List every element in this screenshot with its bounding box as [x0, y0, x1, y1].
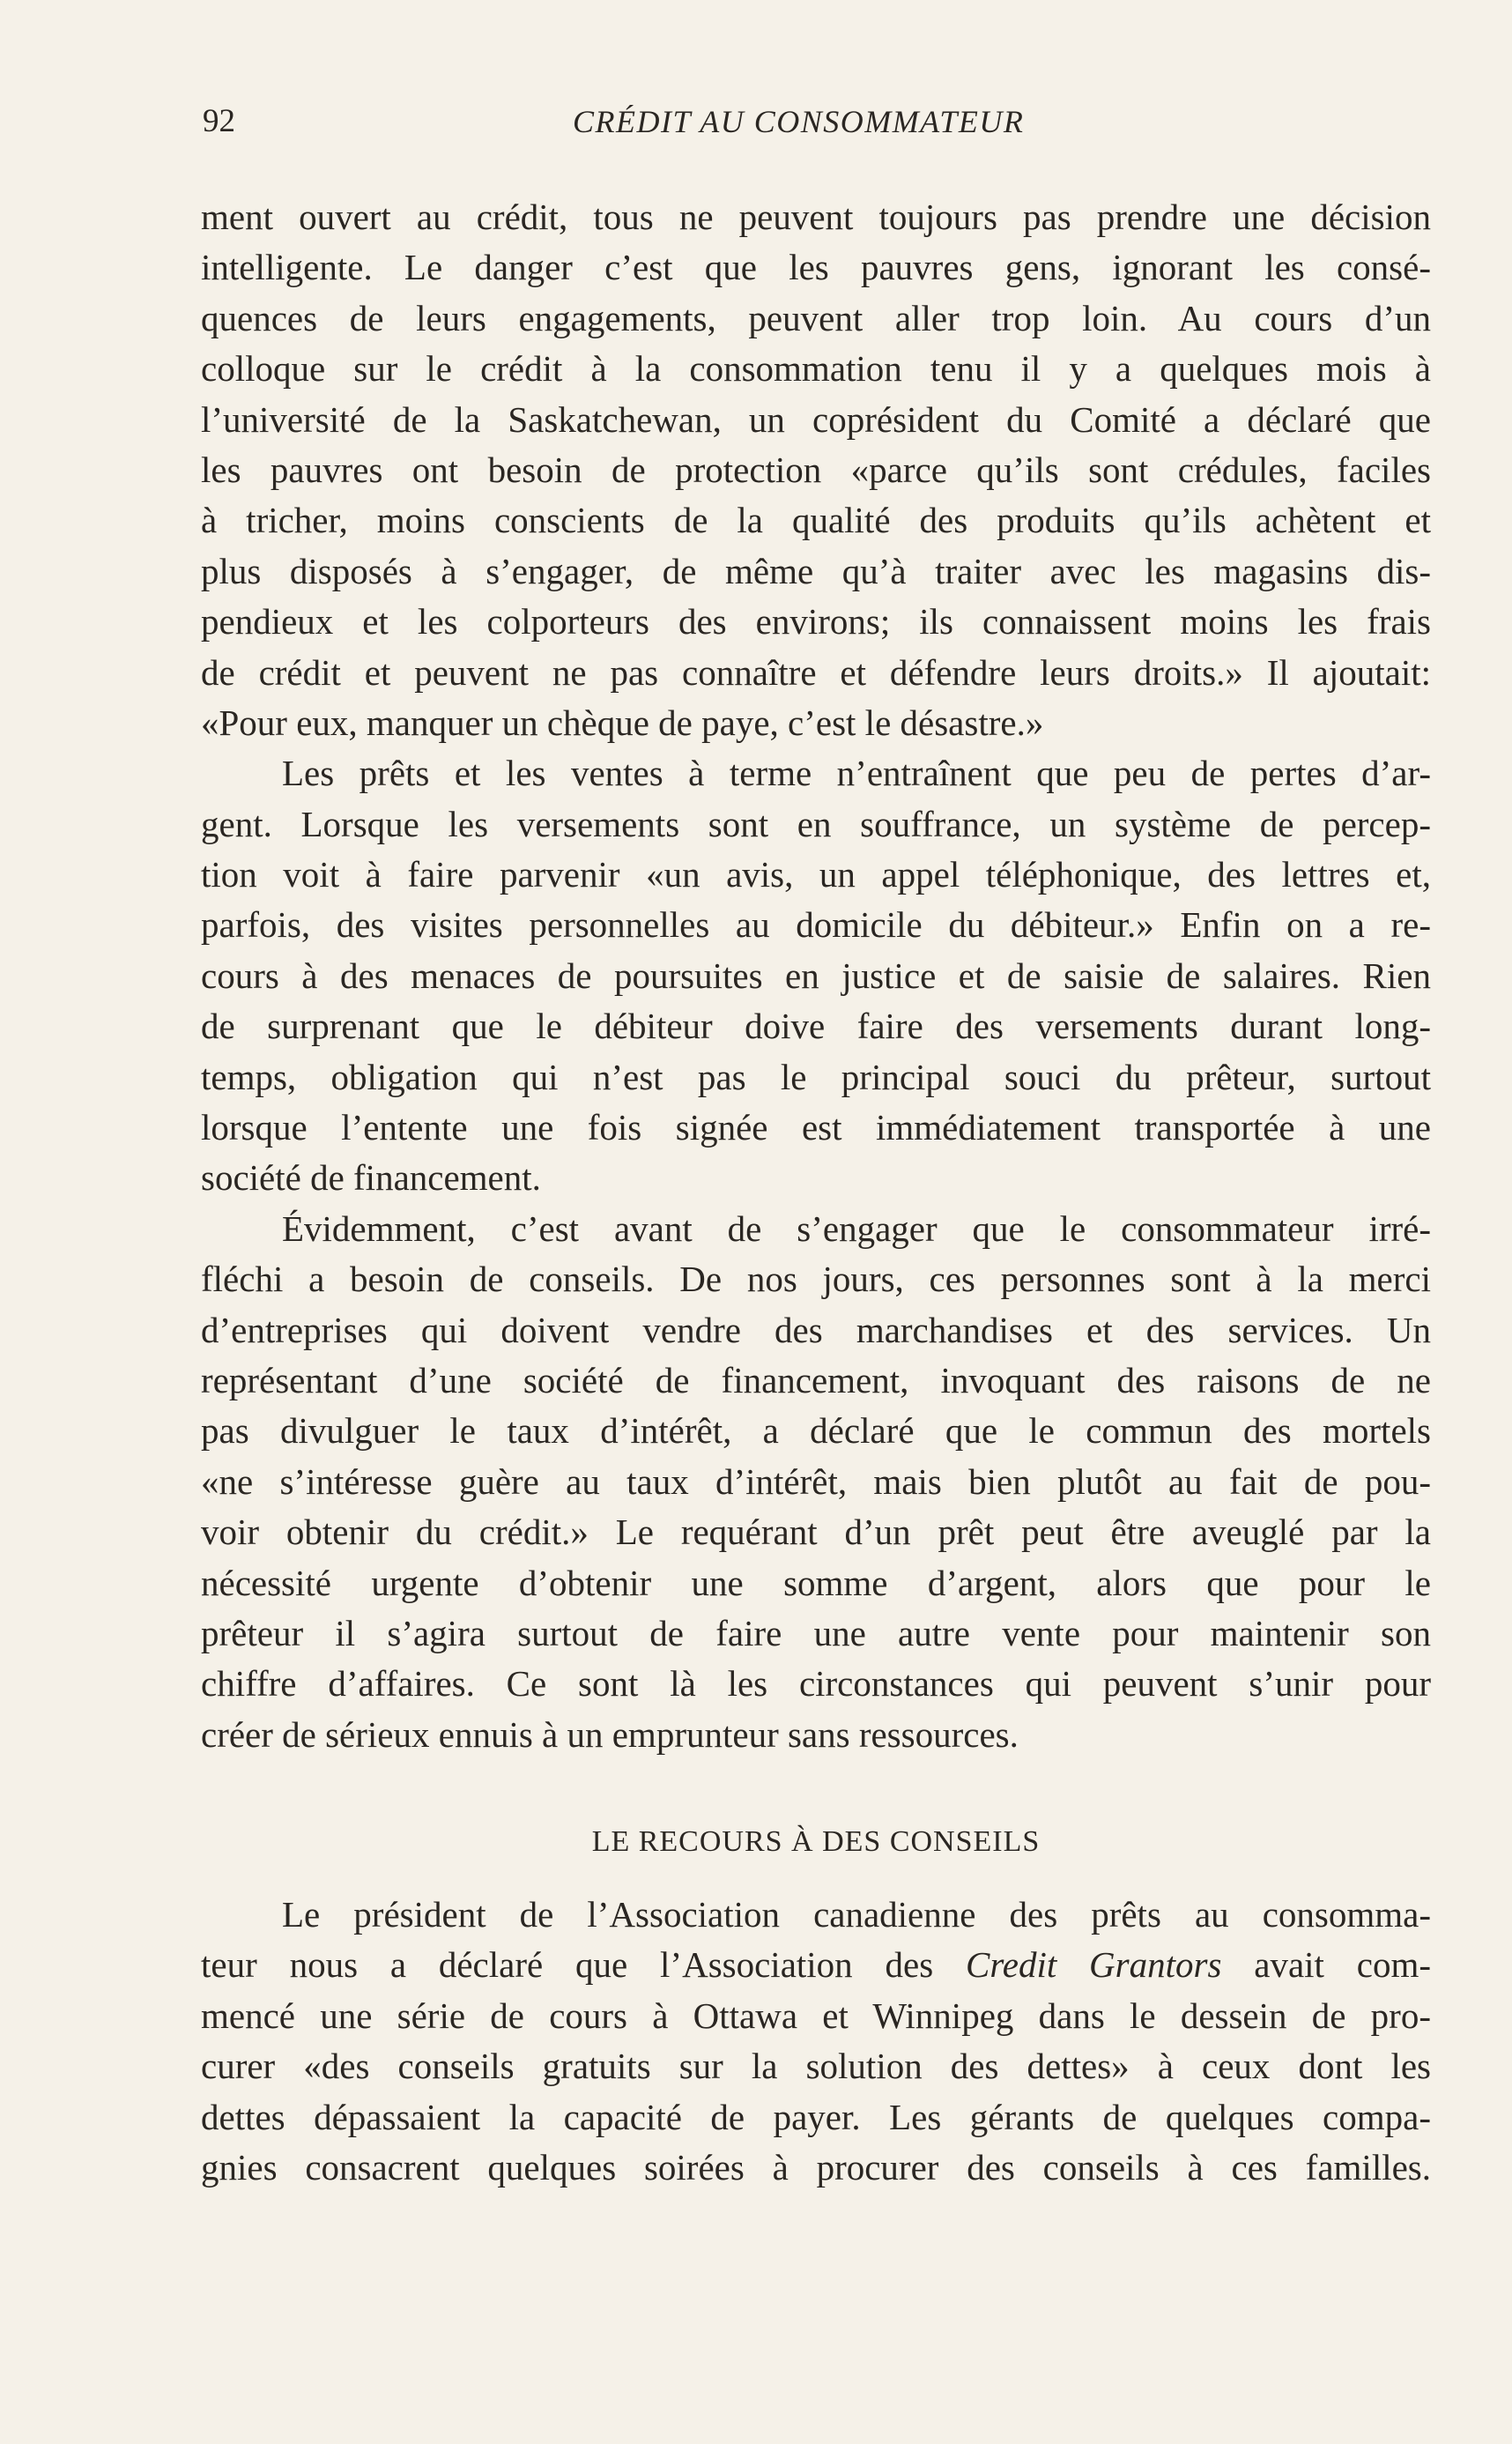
paragraph-1 [201, 192, 1431, 748]
text-line: quences de leurs engagements, peuvent aller trop loin. Au cours d’un [201, 297, 1431, 338]
paragraph-3 [201, 1204, 1431, 1760]
text-line: nécessité urgente d’obtenir une somme d’argent, alors que pour le [201, 1562, 1431, 1603]
running-head [203, 95, 1436, 148]
text-line: fléchi a besoin de conseils. De nos jours, ces personnes sont à la merci [201, 1259, 1431, 1300]
text-line: gent. Lorsque les versements sont en souffrance, un système de percep- [201, 803, 1431, 844]
text-line: curer «des conseils gratuits sur la solution des dettes» à ceux dont les [201, 2046, 1431, 2087]
paragraph-4 [201, 1890, 1431, 2193]
running-title: CRÉDIT AU CONSOMMATEUR [573, 104, 1025, 139]
text-line: cours à des menaces de poursuites en justice et de saisie de salaires. Rien [201, 955, 1431, 996]
text-line: intelligente. Le danger c’est que les pauvres gens, ignorant les consé- [201, 247, 1431, 288]
text-line: «Pour eux, manquer un chèque de paye, c’est le désastre.» [201, 702, 1044, 743]
text-line: plus disposés à s’engager, de même qu’à traiter avec les magasins dis- [201, 550, 1431, 591]
body-text-2 [201, 1890, 1431, 2193]
text-line: à tricher, moins conscients de la qualité des produits qu’ils achètent et [201, 500, 1431, 541]
text-line: prêteur il s’agira surtout de faire une autre vente pour maintenir son [201, 1612, 1431, 1653]
text-line: pendieux et les colporteurs des environs; ils connaissent moins les frais [201, 601, 1431, 643]
text-line: temps, obligation qui n’est pas le principal souci du prêteur, surtout [201, 1056, 1431, 1097]
text-line: colloque sur le crédit à la consommation tenu il y a quelques mois à [201, 348, 1431, 390]
text-line: tion voit à faire parvenir «un avis, un appel téléphonique, des lettres et, [201, 854, 1431, 895]
text-line: de surprenant que le débiteur doive faire des versements durant long- [201, 1006, 1431, 1047]
text-fragment: avait com- [1221, 1944, 1431, 1986]
text-line: de crédit et peuvent ne pas connaître et défendre leurs droits.» Il ajoutait: [201, 651, 1431, 693]
text-line: l’université de la Saskatchewan, un coprésident du Comité a déclaré que [201, 398, 1431, 440]
text-line: représentant d’une société de financement, invoquant des raisons de ne [201, 1359, 1431, 1400]
text-line: d’entreprises qui doivent vendre des marchandises et des services. Un [201, 1309, 1431, 1350]
text-line: Évidemment, c’est avant de s’engager que le consommateur irré- [282, 1207, 1431, 1249]
italic-term: Credit Grantors [965, 1944, 1222, 1986]
text-line: dettes dépassaient la capacité de payer. Les gérants de quelques compa- [201, 2096, 1431, 2137]
text-line: Les prêts et les ventes à terme n’entraînent que peu de pertes d’ar- [282, 753, 1431, 794]
section-heading: LE RECOURS À DES CONSEILS [591, 1825, 1041, 1858]
body-text [201, 192, 1431, 1760]
page-number: 92 [203, 103, 235, 139]
text-line: lorsque l’entente une fois signée est immédiatement transportée à une [201, 1107, 1431, 1148]
text-line: gnies consacrent quelques soirées à procurer des conseils à ces familles. [201, 2146, 1431, 2188]
text-fragment: teur nous a déclaré que l’Association des [201, 1944, 966, 1986]
text-line: société de financement. [201, 1157, 541, 1199]
text-line: Le président de l’Association canadienne des prêts au consomma- [282, 1894, 1431, 1935]
text-line: ment ouvert au crédit, tous ne peuvent toujours pas prendre une décision [201, 197, 1431, 237]
paragraph-2 [201, 748, 1431, 1204]
text-line [201, 1940, 1431, 1990]
text-line: pas divulguer le taux d’intérêt, a déclaré que le commun des mortels [201, 1410, 1431, 1452]
text-line: chiffre d’affaires. Ce sont là les circonstances qui peuvent s’unir pour [201, 1663, 1431, 1705]
text-line: mencé une série de cours à Ottawa et Winnipeg dans le dessein de pro- [201, 1995, 1431, 2036]
text-line: parfois, des visites personnelles au domicile du débiteur.» Enfin on a re- [201, 904, 1431, 946]
text-line: «ne s’intéresse guère au taux d’intérêt, mais bien plutôt au fait de pou- [201, 1460, 1431, 1502]
text-line: les pauvres ont besoin de protection «parce qu’ils sont crédules, faciles [201, 449, 1431, 490]
text-line: créer de sérieux ennuis à un emprunteur sans ressources. [201, 1713, 1019, 1755]
text-line: voir obtenir du crédit.» Le requérant d’un prêt peut être aveuglé par la [201, 1512, 1431, 1553]
